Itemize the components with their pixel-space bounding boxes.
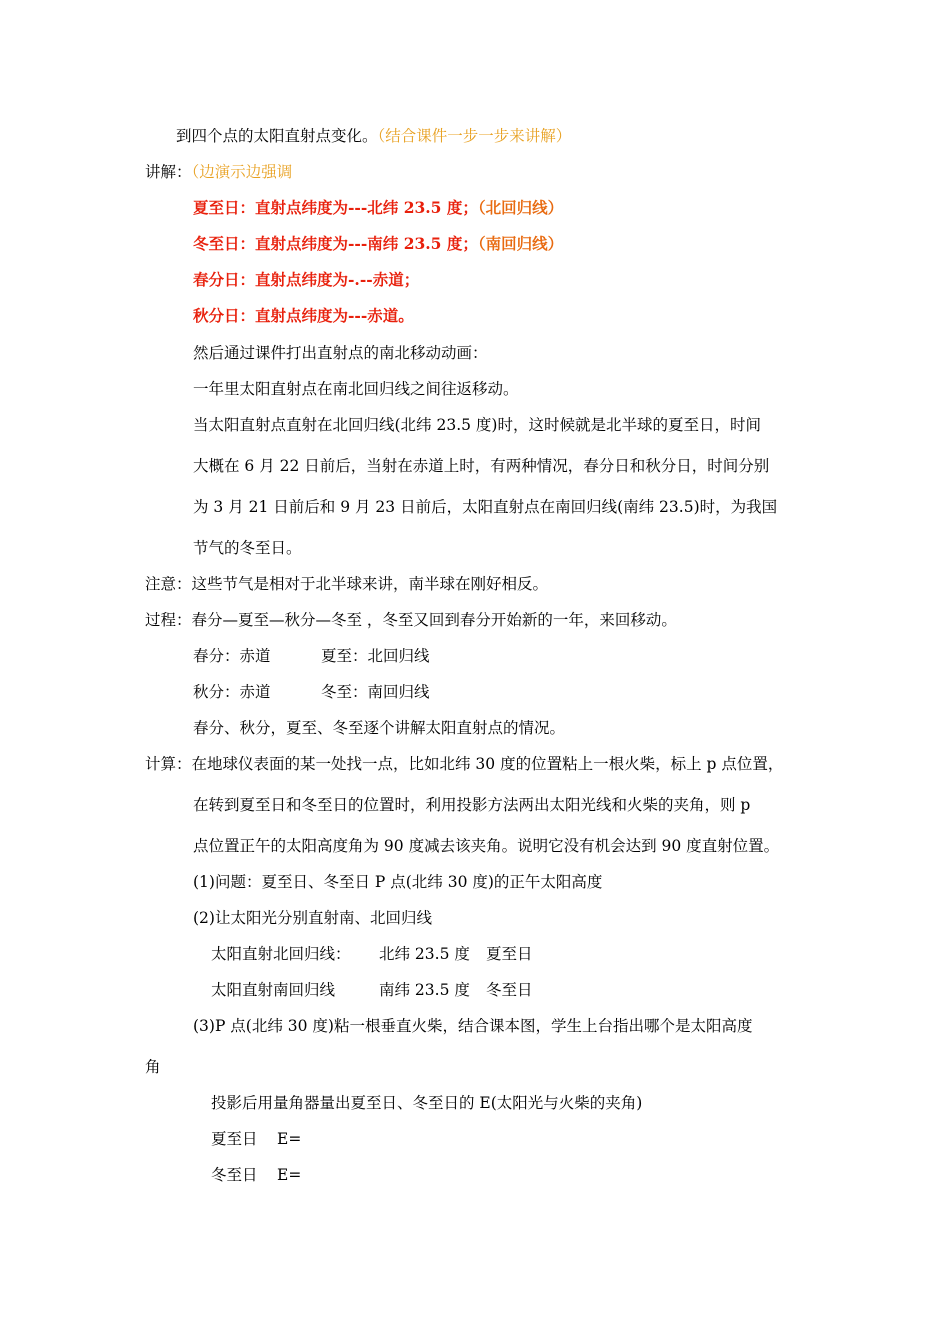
tropic-south-label: 太阳直射南回归线 [211, 981, 336, 999]
e-summer-value: E= [277, 1130, 302, 1148]
explain-note: （边演示边强调 [191, 163, 293, 181]
explain-label: 讲解： [145, 163, 192, 181]
process-line: 过程：春分—夏至—秋分—冬至 ，冬至又回到春分开始新的一年，来回移动。 [145, 611, 677, 629]
spring-equator: 春分：赤道 [193, 647, 271, 665]
winter-tropic: 冬至：南回归线 [321, 683, 430, 701]
paragraph-line: 当太阳直射点直射在北回归线(北纬 23.5 度)时，这时候就是北半球的夏至日，时间 [193, 416, 761, 434]
tropic-north-row [211, 944, 533, 964]
winter-solstice-tropic: （南回归线） [477, 234, 564, 253]
line-autumn-equinox: 秋分日：直射点纬度为---赤道。 [193, 306, 414, 325]
question-1: (1)问题：夏至日、冬至日 P 点(北纬 30 度)的正午太阳高度 [193, 873, 603, 891]
summer-solstice-text: 夏至日：直射点纬度为---北纬 23.5 度； [193, 198, 478, 217]
tropic-south-lat: 南纬 23.5 度 [379, 981, 470, 999]
summer-tropic: 夏至：北回归线 [321, 647, 430, 665]
e-winter-row [211, 1165, 301, 1185]
note-line: 注意：这些节气是相对于北半球来讲，南半球在刚好相反。 [145, 575, 549, 593]
line-explain [145, 162, 292, 182]
table-row-equinox-winter [193, 682, 430, 702]
calc-line: 计算：在地球仪表面的某一处找一点，比如北纬 30 度的位置粘上一根火柴，标上 p 点位置， [145, 755, 784, 773]
e-summer-row [211, 1129, 301, 1149]
calc-line: 点位置正午的太阳高度角为 90 度减去该夹角。说明它没有机会达到 90 度直射位置。 [193, 837, 780, 855]
intro-text: 到四个点的太阳直射点变化。 [176, 127, 378, 145]
paragraph-line: 一年里太阳直射点在南北回归线之间往返移动。 [193, 380, 519, 398]
line-summer-solstice [193, 198, 563, 218]
question-3-cont: 角 [145, 1058, 161, 1076]
tropic-south-day: 冬至日 [486, 981, 533, 999]
paragraph-line: 节气的冬至日。 [193, 539, 302, 557]
summer-solstice-tropic: （北回归线） [477, 198, 564, 217]
calc-line: 在转到夏至日和冬至日的位置时，利用投影方法两出太阳光线和火柴的夹角，则 p [193, 796, 751, 814]
question-2: (2)让太阳光分别直射南、北回归线 [193, 909, 432, 927]
winter-solstice-text: 冬至日：直射点纬度为---南纬 23.5 度； [193, 234, 478, 253]
paragraph-line: 然后通过课件打出直射点的南北移动动画： [193, 344, 488, 362]
e-winter-value: E= [277, 1166, 302, 1184]
tropic-north-label: 太阳直射北回归线： [211, 945, 351, 963]
paragraph-line: 为 3 月 21 日前后和 9 月 23 日前后，太阳直射点在南回归线(南纬 23.5)时，为我国 [193, 498, 778, 516]
e-summer-label: 夏至日 [211, 1130, 258, 1148]
autumn-equator: 秋分：赤道 [193, 683, 271, 701]
paragraph-line: 大概在 6 月 22 日前后，当射在赤道上时，有两种情况，春分日和秋分日，时间分别 [193, 457, 770, 475]
tropic-north-day: 夏至日 [486, 945, 533, 963]
tropic-south-row [211, 980, 533, 1000]
line-intro [176, 126, 571, 146]
line-winter-solstice [193, 234, 563, 254]
table-row-equinox-summer [193, 646, 430, 666]
line-spring-equinox: 春分日：直射点纬度为-.--赤道； [193, 270, 420, 289]
question-3: (3)P 点(北纬 30 度)粘一根垂直火柴，结合课本图，学生上台指出哪个是太阳高度 [193, 1017, 753, 1035]
projection-line: 投影后用量角器量出夏至日、冬至日的 E(太阳光与火柴的夹角) [211, 1094, 643, 1112]
e-winter-label: 冬至日 [211, 1166, 258, 1184]
paragraph-line: 春分、秋分，夏至、冬至逐个讲解太阳直射点的情况。 [193, 719, 566, 737]
tropic-north-lat: 北纬 23.5 度 [379, 945, 470, 963]
intro-note: （结合课件一步一步来讲解） [377, 127, 572, 145]
